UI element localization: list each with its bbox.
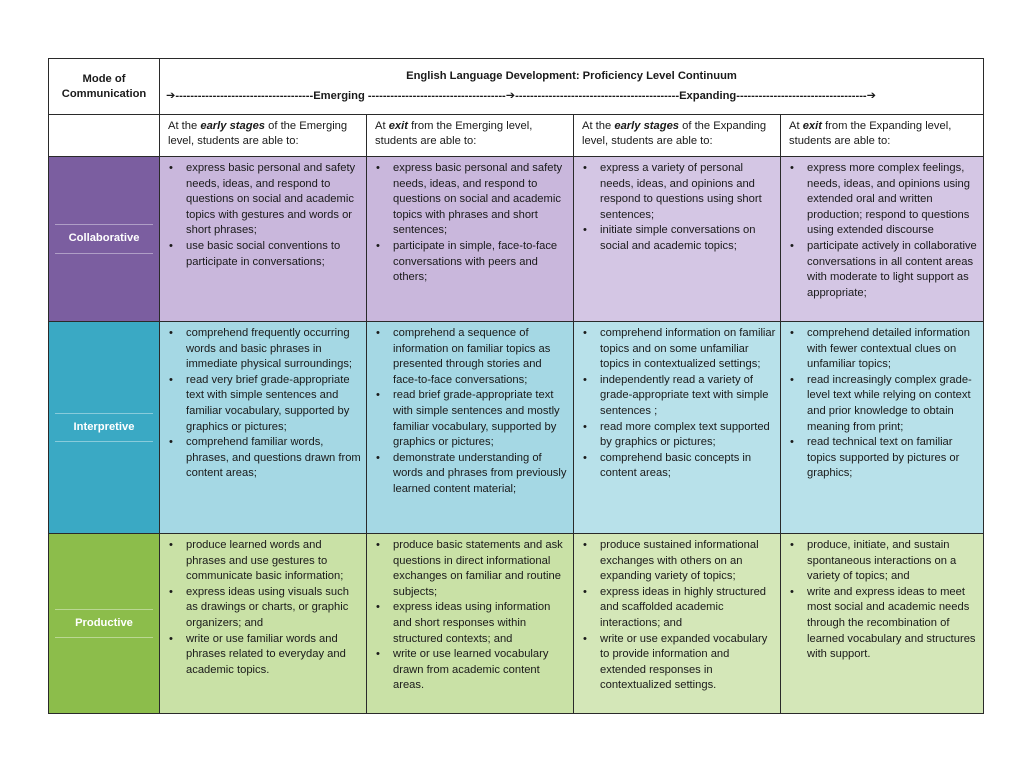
eld-proficiency-table [48,58,984,714]
list-item: • independently read a variety of grade-appropriate text with simple sentences ; [600,373,776,420]
interpretive-emerging-early-cell [160,322,367,534]
continuum-header [160,59,984,115]
list-item: • express ideas using information and short responses within structured contexts; and [393,600,569,647]
stage-emphasis: early stages [614,120,680,132]
list-item: • comprehend information on familiar topics and on some unfamiliar topics in contextualized settings; [600,326,776,373]
stage-emphasis: exit [802,120,822,132]
list-item: • read very brief grade-appropriate text with simple sentences and familiar vocabulary, supported by graphics or pictures; [186,373,362,435]
bullet-list [160,322,366,486]
productive-expanding-early-cell [574,534,781,714]
productive-row [49,534,984,714]
list-item: • participate in simple, face-to-face conversations with peers and others; [393,239,569,286]
stage-blank-cell [49,115,160,157]
mode-header-line1: Mode of [82,72,126,85]
bullet-list [574,157,780,259]
mode-interpretive: Interpretive [49,322,160,534]
list-item: • comprehend basic concepts in content areas; [600,451,776,482]
bullet-list [160,534,366,682]
mode-header-line2: Communication [61,87,147,100]
list-item: • use basic social conventions to participate in conversations; [186,239,362,270]
list-item: • express basic personal and safety needs, ideas, and respond to questions on social and academic topics with phrases and short sentences; [393,161,569,239]
list-item: • read more complex text supported by graphics or pictures; [600,420,776,451]
bullet-list [367,157,573,290]
bullet-list [367,322,573,502]
list-item: • demonstrate understanding of words and phrases from previously learned content material; [393,451,569,498]
mode-productive: Productive [49,534,160,714]
list-item: • read brief grade-appropriate text with simple sentences and mostly familiar vocabulary, supported by graphics or pictures; [393,388,569,450]
collaborative-emerging-early-cell [160,157,367,322]
stage-emphasis: exit [388,120,408,132]
stage-row [49,115,984,157]
list-item: • write or use familiar words and phrases related to everyday and academic topics. [186,632,362,679]
list-item: • produce, initiate, and sustain spontaneous interactions on a variety of topics; and [807,538,979,585]
bullet-list [367,534,573,698]
interpretive-emerging-exit-cell [367,322,574,534]
list-item: • participate actively in collaborative conversations in all content areas with moderate to light support as appropriate; [807,239,979,301]
bullet-list [160,157,366,274]
interpretive-expanding-exit-cell [781,322,984,534]
list-item: • express ideas using visuals such as drawings or charts, or graphic organizers; and [186,585,362,632]
bullet-list [781,534,983,667]
list-item: • comprehend detailed information with fewer contextual clues on unfamiliar topics; [807,326,979,373]
productive-emerging-early-cell [160,534,367,714]
list-item: • read technical text on familiar topics supported by pictures or graphics; [807,435,979,482]
interpretive-row [49,322,984,534]
stage-emerging-exit: At exit from the Emerging level, students are able to: [367,115,574,157]
collaborative-expanding-early-cell [574,157,781,322]
list-item: • initiate simple conversations on social and academic topics; [600,223,776,254]
bullet-list [781,157,983,305]
mode-of-communication-header [49,59,160,115]
list-item: • produce learned words and phrases and use gestures to communicate basic information; [186,538,362,585]
collaborative-expanding-exit-cell [781,157,984,322]
productive-emerging-exit-cell [367,534,574,714]
continuum-title: English Language Development: Proficiency Level Continuum [406,70,737,82]
list-item: • write or use learned vocabulary drawn from academic content areas. [393,647,569,694]
list-item: • comprehend familiar words, phrases, and questions drawn from content areas; [186,435,362,482]
list-item: • comprehend a sequence of information on familiar topics as presented through stories and face-to-face conversations; [393,326,569,388]
stage-expanding-exit: At exit from the Expanding level, students are able to: [781,115,984,157]
bullet-list [574,322,780,486]
header-row [49,59,984,115]
emerging-expanding-arrow-line: ➔-------------------------------------Emerging -------------------------------------➔--------------------------------------------Expanding-----------------------------------➔ [166,89,877,102]
mode-collaborative: Collaborative [49,157,160,322]
collaborative-emerging-exit-cell [367,157,574,322]
list-item: • comprehend frequently occurring words and basic phrases in immediate physical surroundings; [186,326,362,373]
list-item: • express ideas in highly structured and scaffolded academic interactions; and [600,585,776,632]
stage-emphasis: early stages [200,120,266,132]
list-item: • write and express ideas to meet most social and academic needs through the recombination of learned vocabulary and structures with support. [807,585,979,663]
list-item: • express more complex feelings, needs, ideas, and opinions using extended oral and written production; respond to questions using extended discourse [807,161,979,239]
interpretive-expanding-early-cell [574,322,781,534]
list-item: • express a variety of personal needs, ideas, and opinions and respond to questions using short sentences; [600,161,776,223]
list-item: • produce sustained informational exchanges with others on an expanding variety of topics; [600,538,776,585]
productive-expanding-exit-cell [781,534,984,714]
collaborative-row [49,157,984,322]
bullet-list [574,534,780,698]
stage-expanding-early: At the early stages of the Expanding level, students are able to: [574,115,781,157]
list-item: • express basic personal and safety needs, ideas, and respond to questions on social and academic topics with gestures and words or short phrases; [186,161,362,239]
list-item: • produce basic statements and ask questions in direct informational exchanges on familiar and routine subjects; [393,538,569,600]
list-item: • read increasingly complex grade-level text while relying on context and prior knowledge to obtain meaning from print; [807,373,979,435]
list-item: • write or use expanded vocabulary to provide information and extended responses in contextualized settings. [600,632,776,694]
bullet-list [781,322,983,486]
stage-emerging-early: At the early stages of the Emerging level, students are able to: [160,115,367,157]
